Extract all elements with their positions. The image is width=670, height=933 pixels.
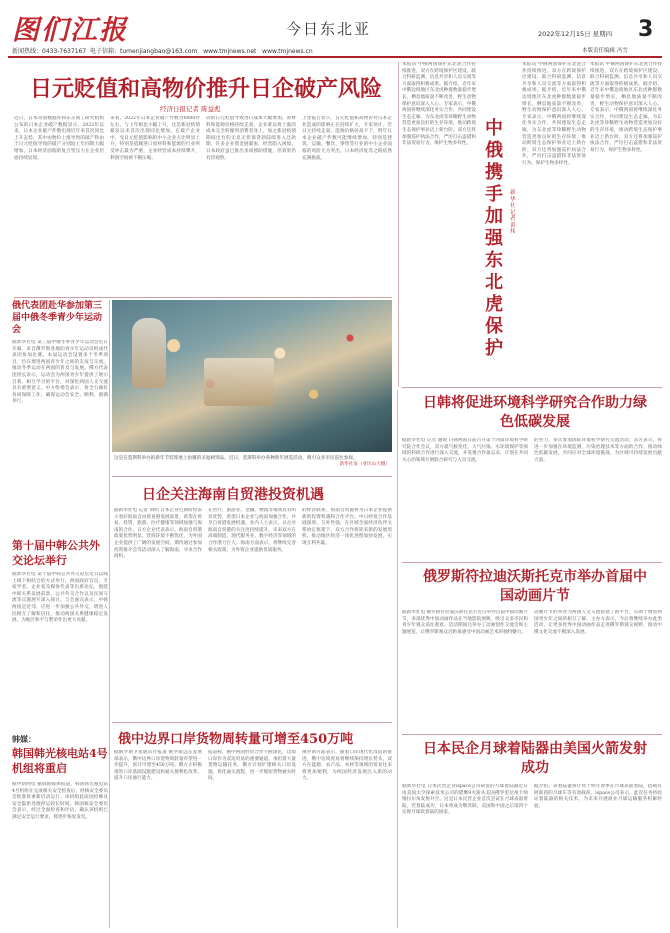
photo-ornament-box	[204, 358, 274, 406]
tiger-bottom-rule	[402, 387, 662, 388]
env-col-1: 据新华社电 记者 谢锐 日韩两国日前召开第十四届环境科学研究院合作会议，双方就气候变化、大气污染、水环境保护等领域的科研合作进行深入交流，并签署合作备忘录，计划在共同关心的领域开展联合研究与人员交流。	[402, 438, 528, 463]
border-col-1: 据俄罗斯卫星通讯社报道 俄罗斯远东发展部表示，俄中边界口岸货物周转量有望进一步提升，预计可增至450万吨。俄方正积极推进口岸基础设施建设和通关便利化改革，提升口岸通行能力。	[114, 750, 202, 782]
rocket-col-1: 据新华社电 日本民营企业ispace公司研发的月球着陆器近日由美国太空探索技术公司的猎鹰9火箭从美国佛罗里达州卡纳维拉尔角发射升空。这是日本民营企业首次尝试在月球表面着陆，若着陆成功，日本将成为继苏联、美国和中国之后第四个实现月球软着陆的国家。	[402, 784, 528, 816]
lead-bottom-rule	[14, 297, 392, 298]
website-link[interactable]: www.tmjnews.net	[203, 48, 257, 55]
korea-headline: 韩国韩光核电站4号机组将重启	[12, 747, 108, 775]
tiger-col-2: 本报讯 中俄两国保护东北虎合作持续推进，双方在跨境保护区建设、联合科研监测、信息共享和人员交流等方面取得积极成果。据介绍，近年来中俄边境地区东北虎种群数量稳步增长，栖息地质量不断改善，野生动物保护意识深入人心。专家表示，中俄两国将继续深化务实合作，共同建设生态走廊，为东北虎等珍稀野生动物营造更加良好的生存环境，推动跨境生态保护事业迈上新台阶。双方还将加强巡护执法合作，严厉打击盗猎和非法贸易行为，保护生物多样性。	[522, 62, 586, 166]
page-number: 3	[638, 17, 654, 42]
hainan-col-2: 在医疗、旅游业、金融、物流等领域具有明显优势，希望日本企业与海南加强合作，共享自贸港发展机遇。业内人士表示，日企对海南自贸港的关注度持续提升，未来双方在高端制造、现代服务业、数字经济等领域的合作潜力巨大。海南方面表示，将继续完善相关政策，为外资企业提供优质服务。	[208, 508, 296, 553]
rocket-col-2: 据介绍，该着陆器预计将于明年春季在月球表面着陆，搭载有阿联酋的月球车等有效载荷。ispace公司表示，此次任务将验证着陆器的相关技术，为未来开展商业月球运输服务积累经验。	[534, 784, 662, 809]
env-headline: 日韩将促进环境科学研究合作助力绿色低碳发展	[423, 395, 647, 430]
christmas-tree-photo	[112, 300, 392, 452]
masthead-logo: 图们江报	[12, 15, 128, 46]
border-col-2: 报道称，俄中两国经贸合作不断深化，边境口岸作为双边贸易的重要通道，承担着大量货物运输任务。俄方计划扩建相关口岸设施，优化通关流程，进一步缩短货物通关时间。	[208, 750, 296, 782]
env-bottom-rule	[402, 562, 662, 563]
lead-col-3: 动的日元贬值导致进口成本大幅增加，原材料和能源价格持续走高，企业难以将上涨的成本完全转嫁到消费者身上，加之新冠疫情期间出台的无息无担保贷款陆续进入还款期，许多企业资金链紧张，经营陷入困境。日本政府虽已推出多项援助措施，但效果仍有待观察。	[206, 116, 296, 161]
youth-body: 据新华社电 第三届中俄冬季青少年运动会近日开幕，来自俄罗斯各地的青少年运动员组成代表团参加比赛。本届运动会设置多个冬季项目，旨在增进两国青少年之间的友谊与交流，推动冬季运动在两国的普及与发展。俄方代表团团长表示，运动会为两国青少年提供了展示自我、相互学习的平台，对深化两国人文交流具有重要意义。中方组委会表示，将全力做好各项保障工作，确保运动会安全、顺利、圆满举行。	[12, 340, 108, 405]
forum-body: 据新华社电 第十届中韩公共外交论坛近日以线上线下相结合的方式举行，两国政府官员、专家学者、企业家及媒体代表等出席论坛，围绕中韩关系发展前景、公共外交合作以及民间交流等议题展开深入探讨。与会嘉宾表示，中韩两国是近邻，应进一步加强公共外交，增进人民相互了解和信任，推动两国关系健康稳定发展，为地区和平与繁荣作出更大贡献。	[12, 572, 108, 624]
border-headline: 俄中边界口岸货物周转量可增至450万吨	[118, 732, 354, 747]
page-editor: 本版责任编辑 冯雪	[582, 48, 628, 54]
hotline: 新闻热线：0433-7637167	[12, 48, 87, 55]
env-col-2: 的努力，多次参加国际环境科学研究交流活动，双方表示，将进一步加强在环境监测、污染治理技术等方面的合作，推动绿色低碳发展，共同应对全球环境挑战，为区域可持续发展贡献力量。	[534, 438, 662, 463]
date-text: 2022年12月15日	[538, 30, 591, 38]
anime-bottom-rule	[402, 734, 662, 735]
tiger-headline: 中俄携手加强东北虎保护	[485, 118, 503, 359]
photo-caption	[114, 456, 390, 469]
photo-credit: 新华社发（亚历山大摄）	[339, 462, 390, 468]
caption-text: 这是在莫斯科举办的新年节装饰展上拍摄的圣诞树饰品。近日，莫斯科举办各种新年展览活动，吸引众多市民前往参观。	[114, 456, 358, 461]
tiger-col-3: 本报讯 中俄两国保护东北虎合作持续推进，双方在跨境保护区建设、联合科研监测、信息共享和人员交流等方面取得积极成果。据介绍，近年来中俄边境地区东北虎种群数量稳步增长，栖息地质量不断改善，野生动物保护意识深入人心。专家表示，中俄两国将继续深化务实合作，共同建设生态走廊，为东北虎等珍稀野生动物营造更加良好的生存环境，推动跨境生态保护事业迈上新台阶。双方还将加强巡护执法合作，严厉打击盗猎和非法贸易行为，保护生物多样性。	[590, 62, 662, 153]
anime-headline: 俄罗斯符拉迪沃斯托克市举办首届中国动画片节	[423, 569, 647, 604]
masthead-rule	[8, 56, 662, 58]
youth-headline: 俄代表团赴华参加第三届中俄冬季青少年运动会	[12, 301, 103, 335]
korea-kicker: 韩媒：	[12, 734, 36, 744]
lead-byline: 经济日报记者 陈益彪	[160, 105, 221, 113]
border-col-3: 俄罗斯方面表示，随着口岸现代化改造的推进，俄中边境贸易将继续保持增长势头，双方在能源、农产品、木材等领域的贸易往来将更加便利，为两国经济发展注入新的动力。	[302, 750, 392, 782]
section-title: 今日东北亚	[286, 20, 372, 38]
hainan-bottom-rule	[112, 722, 392, 723]
tiger-byline: 新华社记者 黄炜	[510, 190, 516, 235]
rocket-headline: 日本民企月球着陆器由美国火箭发射成功	[423, 741, 647, 776]
forum-headline: 第十届中韩公共外交论坛举行	[12, 539, 100, 567]
lead-col-2: 来看，2022年日本企业破产件数为6000件左右，与上年相比小幅上升，这是新冠疫情暴发以来首次出现同比增加。在破产企业中，受日元贬值影响的中小企业占比明显上升，特别是依赖进口原材料和能源的行业所受冲击最为严重，企业经营成本持续攀升，利润空间被不断压缩。	[110, 116, 200, 161]
lead-col-4: 上述报告显示，日元贬值和高物价对日本企业造成的影响正在持续扩大，专家预计，若日元持续走弱、能源价格居高不下，明年日本企业破产件数可能继续增加，特别是建筑、运输、餐饮、零售等行业的中小企业面临的风险尤为突出，日本经济复苏之路依然充满挑战。	[302, 116, 392, 161]
weekday-text: 星期四	[592, 30, 613, 38]
hainan-col-3: 的经济联系，海南自贸港将为日本企业提供新的投资机遇和合作平台。中日经贸合作基础深厚、互补性强，在区域全面经济伙伴关系协定框架下，双方合作将迎来新的发展契机，推动地区经济一体化进程加快发展，实现互利共赢。	[302, 508, 392, 546]
center-divider	[397, 390, 398, 928]
hainan-headline: 日企关注海南自贸港投资机遇	[142, 487, 324, 503]
photo-bottom-rule	[112, 476, 392, 477]
website-link-alt[interactable]: www.tmjnews.cn	[262, 48, 313, 55]
tiger-col-1: 本报讯 中俄两国保护东北虎合作持续推进，双方在跨境保护区建设、联合科研监测、信息共享和人员交流等方面取得积极成果。据介绍，近年来中俄边境地区东北虎种群数量稳步增长，栖息地质量不断改善，野生动物保护意识深入人心。专家表示，中俄两国将继续深化务实合作，共同建设生态走廊，为东北虎等珍稀野生动物营造更加良好的生存环境，推动跨境生态保护事业迈上新台阶。双方还将加强巡护执法合作，严厉打击盗猎和非法贸易行为，保护生物多样性。	[402, 62, 476, 147]
anime-col-1: 据新华社电 俄罗斯符拉迪沃斯托克市近日举办首届中国动画片节，多部优秀中国动画作品在当地影院展映，吸引众多市民和青少年观众前往观看。活动期间还举办了动画创作交流会和主题展览，让俄罗斯观众近距离感受中国动画艺术的独特魅力。	[402, 610, 528, 635]
lead-headline: 日元贬值和高物价推升日企破产风险	[30, 76, 383, 102]
email: 电子信箱：tumenjiangbao@163.com	[90, 48, 198, 55]
photo-figure	[132, 318, 166, 388]
left-column-divider	[109, 300, 110, 928]
lead-right-divider	[398, 62, 399, 387]
anime-col-2: 动画片节的举办为两国人文交流搭建了新平台，有助于增进两国青少年之间的相互了解。主办方表示，今后将继续举办此类活动，让更多优秀中国动画作品走进俄罗斯观众视野，推动中俄文化交流不断深入发展。	[534, 610, 662, 635]
masthead-contact	[12, 46, 313, 55]
korea-body: 据中新网电 据韩国媒体报道，韩国韩光核电站4号机组在完成相关安全检查后，经核安全委员会批准将重新启动运行。该机组此前因检修及安全隐患处理停运较长时间。韩国核安全委员会表示，经过全面检查和评估，确认该机组已满足安全运行要求，将逐步恢复发电。	[12, 782, 108, 820]
hainan-col-1: 据新华社电 记者 刘明 日本企业近期纷纷表示看好海南自由贸易港发展前景，希望在贸易、投资、旅游、医疗健康等领域加强与海南的合作。日方企业代表表示，海南自贸港政策优势明显、营商环境不断优化，为外国企业提供了广阔的发展空间，期待通过参加投资推介会等活动深入了解海南，寻求合作商机。	[114, 508, 202, 560]
issue-date	[538, 29, 612, 38]
lead-col-1: 近日，日本帝国数据库和东京商工研究机构公布的日本企业破产数据显示，2022年以来，日本企业破产件数出现近年来首次同比上升态势，其中由物价上涨导致的破产和由于日元贬值导致的破产分别较上年同期大幅增加，日本经济面临的复合型压力在企业层面持续显现。	[14, 116, 104, 161]
